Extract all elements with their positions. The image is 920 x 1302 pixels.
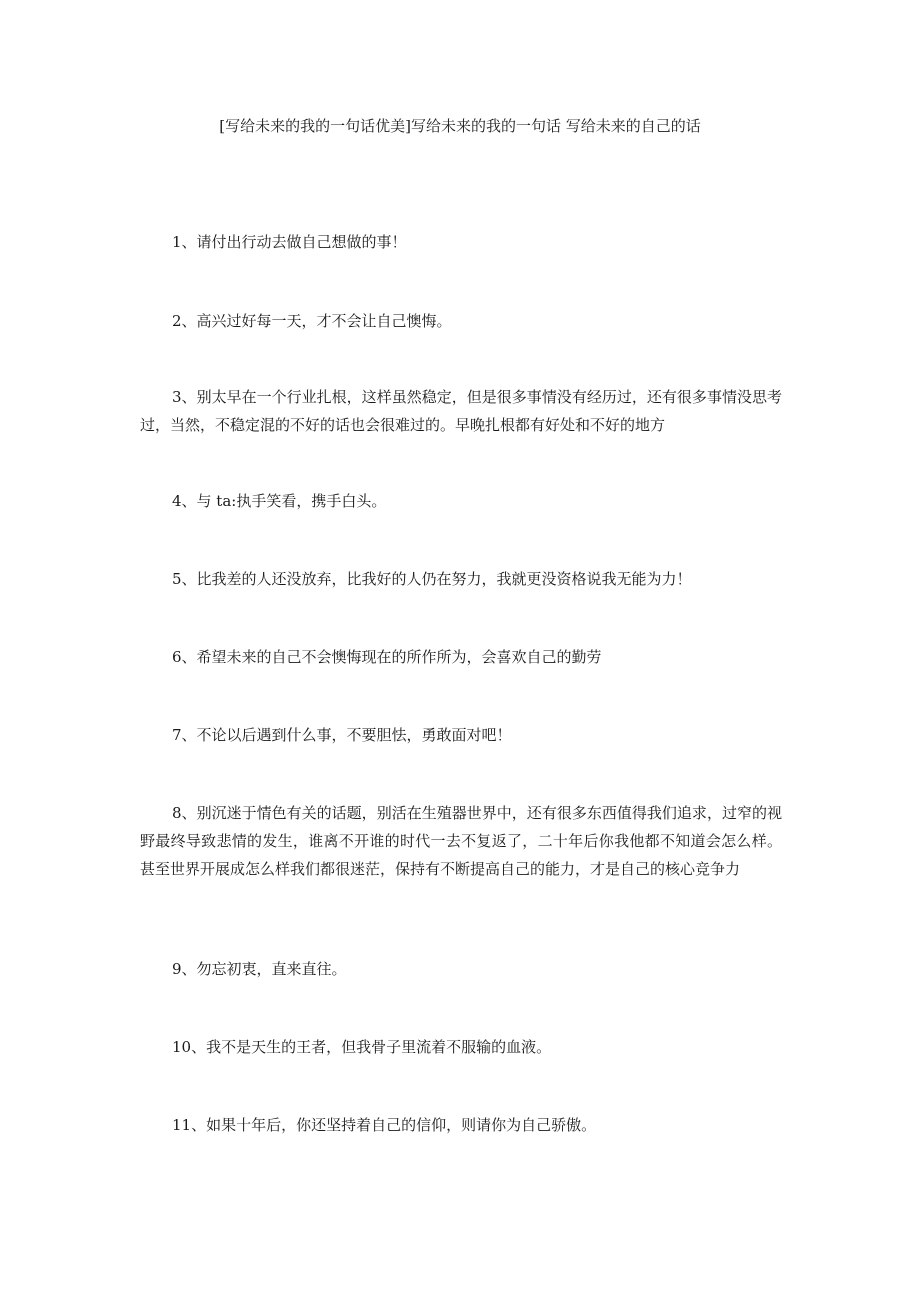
paragraph-3: 3、别太早在一个行业扎根，这样虽然稳定，但是很多事情没有经历过，还有很多事情没思考过，当然，不稳定混的不好的话也会很难过的。早晚扎根都有好处和不好的地方	[140, 388, 782, 434]
paragraph-7: 7、不论以后遇到什么事，不要胆怯，勇敢面对吧！	[172, 726, 512, 744]
paragraph-1: 1、请付出行动去做自己想做的事！	[172, 233, 407, 251]
paragraph-4: 4、与 ta:执手笑看，携手白头。	[172, 492, 387, 510]
paragraph-11: 11、如果十年后，你还坚持着自己的信仰，则请你为自己骄傲。	[172, 1116, 597, 1134]
paragraph-10: 10、我不是天生的王者，但我骨子里流着不服输的血液。	[172, 1038, 552, 1056]
paragraph-6: 6、希望未来的自己不会懊悔现在的所作所为，会喜欢自己的勤劳	[172, 648, 602, 666]
paragraph-8: 8、别沉迷于情色有关的话题，别活在生殖器世界中，还有很多东西值得我们追求，过窄的视野最终导致悲情的发生，谁离不开谁的时代一去不复返了，二十年后你我他都不知道会怎么样。甚至世界开展成怎么样我们都很迷茫，保持有不断提高自己的能力，才是自己的核心竞争力	[140, 804, 782, 878]
paragraph-2: 2、高兴过好每一天，才不会让自己懊悔。	[172, 312, 452, 330]
paragraph-5: 5、比我差的人还没放弃，比我好的人仍在努力，我就更没资格说我无能为力！	[172, 570, 692, 588]
paragraph-9: 9、勿忘初衷，直来直往。	[172, 960, 347, 978]
document-title: [写给未来的我的一句话优美]写给未来的我的一句话 写给未来的自己的话	[219, 117, 701, 135]
